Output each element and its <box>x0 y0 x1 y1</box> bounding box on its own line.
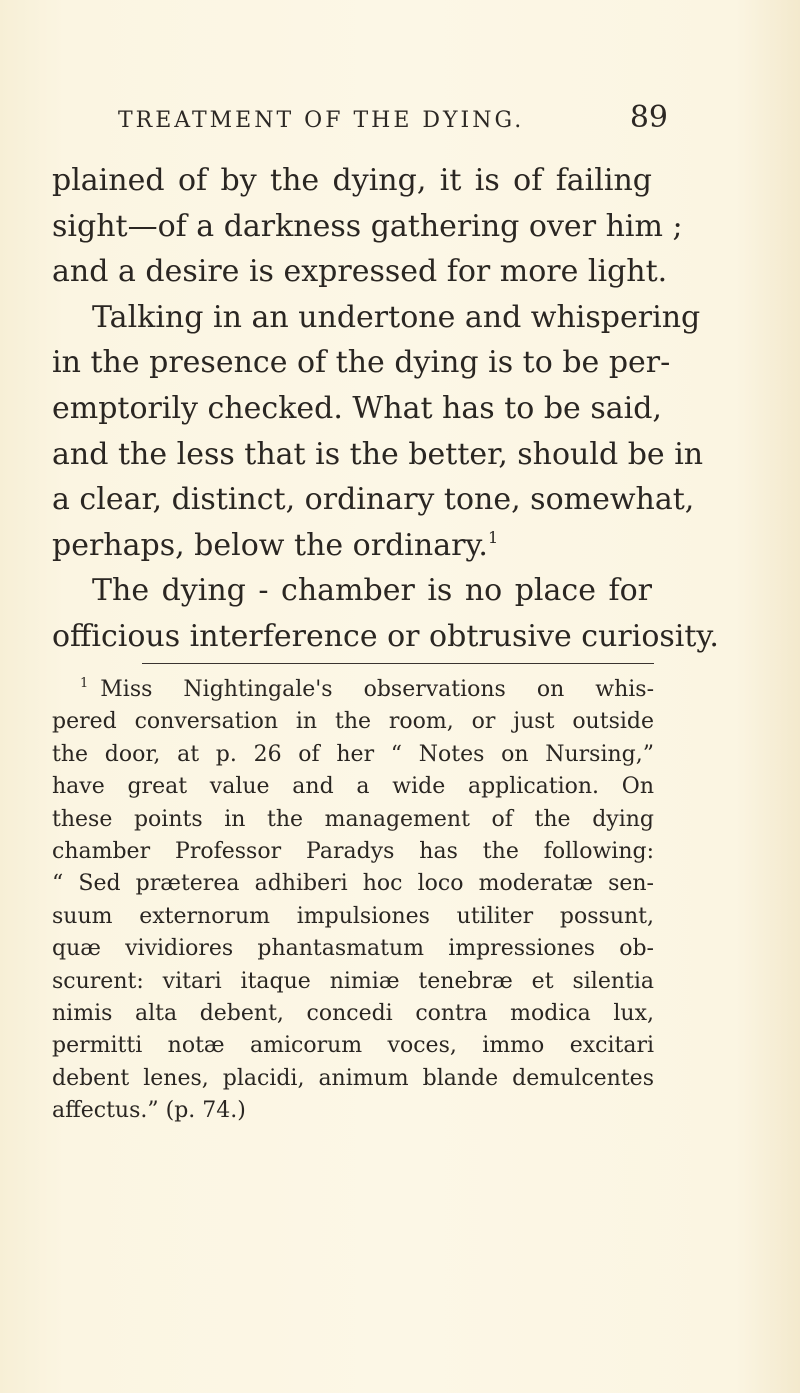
running-head <box>118 100 668 140</box>
footnote-line-with-marker <box>52 674 654 706</box>
body-line: a clear, distinct, ordinary tone, somewhat, <box>52 482 695 518</box>
body-line: The dying - chamber is no place for <box>92 573 652 609</box>
footnote <box>52 674 654 1128</box>
body-line: sight—of a darkness gathering over him ; <box>52 208 683 244</box>
footnote-reference: 1 <box>487 527 499 547</box>
footnote-line: pered conversation in the room, or just outside <box>52 709 654 735</box>
footnote-line: have great value and a wide application. On <box>52 774 654 800</box>
footnote-line: permitti notæ amicorum voces, immo excitari <box>52 1033 654 1059</box>
footnote-line: nimis alta debent, concedi contra modica lux, <box>52 1001 654 1027</box>
body-line: officious interference or obtrusive curiosity. <box>52 618 719 654</box>
footnote-line: quæ vividiores phantasmatum impressiones ob- <box>52 936 654 962</box>
footnote-line: affectus.” (p. 74.) <box>52 1098 246 1124</box>
footnote-line: chamber Professor Paradys has the following: <box>52 839 654 865</box>
body-line: Talking in an undertone and whispering <box>92 299 701 335</box>
body-line: plained of by the dying, it is of failing <box>52 163 652 198</box>
footnote-line: the door, at p. 26 of her “ Notes on Nursing,” <box>52 741 654 767</box>
body-line-with-footnote-ref <box>52 523 652 569</box>
footnote-line: these points in the management of the dying <box>52 806 654 832</box>
footnote-line: Miss Nightingale's observations on whis- <box>100 677 654 702</box>
running-head-title: TREATMENT OF THE DYING. <box>118 108 525 133</box>
body-text <box>52 158 719 660</box>
body-line: in the presence of the dying is to be per- <box>52 345 671 381</box>
footnote-marker: 1 <box>80 676 89 691</box>
body-line: and the less that is the better, should be in <box>52 436 704 472</box>
body-line: emptorily checked. What has to be said, <box>52 390 662 426</box>
footnote-line: suum externorum impulsiones utiliter possunt, <box>52 903 654 929</box>
footnote-line: scurent: vitari itaque nimiæ tenebræ et silentia <box>52 968 654 994</box>
footnote-divider <box>142 663 654 664</box>
footnote-line: debent lenes, placidi, animum blande demulcentes <box>52 1065 654 1091</box>
footnote-line: “ Sed præterea adhiberi hoc loco moderatæ sen- <box>52 871 654 897</box>
page-number: 89 <box>629 100 668 135</box>
body-line: perhaps, below the ordinary. <box>52 527 488 563</box>
body-line: and a desire is expressed for more light. <box>52 254 668 290</box>
